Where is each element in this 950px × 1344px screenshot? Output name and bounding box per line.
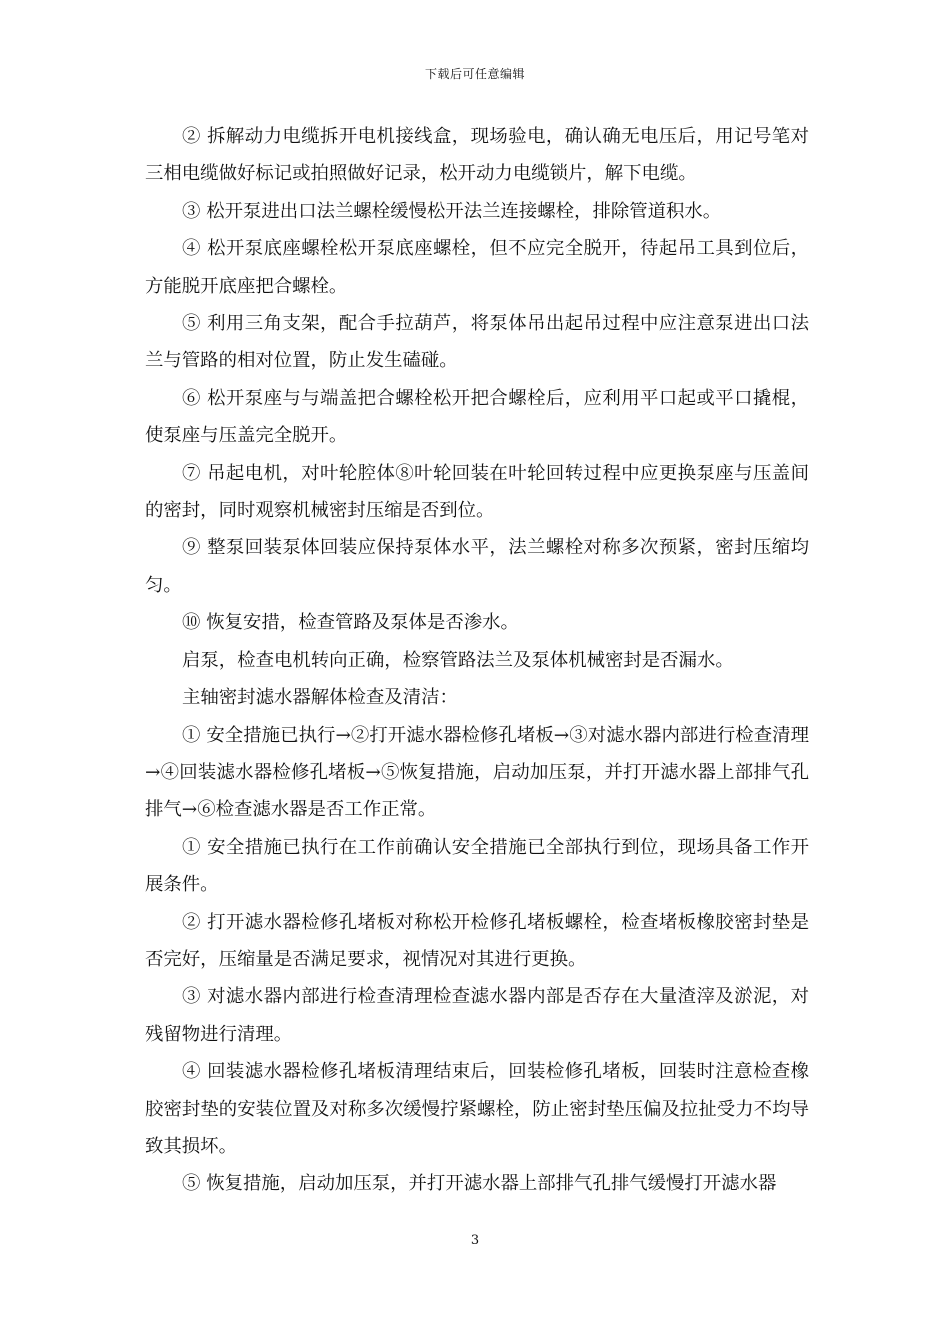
paragraph-restore-measures: ⑩ 恢复安措，检查管路及泵体是否渗水。 [182,612,519,634]
paragraph-filter-procedure: ① 安全措施已执行→②打开滤水器检修孔堵板→③对滤水器内部进行检查清理→④回装滤水器检修孔堵板→⑤恢复措施，启动加压泵，并打开滤水器上部排气孔排气→⑥检查滤水器是否工作正常。 [145,724,809,821]
paragraph-tripod-lifting: ⑤ 利用三角支架，配合手拉葫芦，将泵体吊出起吊过程中应注意泵进出口法兰与管路的相对位置，防止发生磕碰。 [145,313,809,372]
paragraph-base-bolts: ④ 松开泵底座螺栓松开泵底座螺栓，但不应完全脱开，待起吊工具到位后，方能脱开底座把合螺栓。 [145,238,809,297]
paragraph-reinstall-cover: ④ 回装滤水器检修孔堵板清理结束后，回装检修孔堵板，回装时注意检查橡胶密封垫的安装位置及对称多次缓慢拧紧螺栓，防止密封垫压偏及拉扯受力不均导致其损坏。 [145,1061,809,1157]
paragraph-pump-seat-bolts: ⑥ 松开泵座与与端盖把合螺栓松开把合螺栓后，应利用平口起或平口撬棍，使泵座与压盖完全脱开。 [145,387,809,447]
paragraph-inspect-clean: ③ 对滤水器内部进行检查清理检查滤水器内部是否存在大量渣滓及淤泥，对残留物进行清理。 [145,986,809,1045]
paragraph-safety-measures: ① 安全措施已执行在工作前确认安全措施已全部执行到位，现场具备工作开展条件。 [145,836,809,896]
paragraph-restore-pump: ⑤ 恢复措施，启动加压泵，并打开滤水器上部排气孔排气缓慢打开滤水器 [182,1173,777,1195]
paragraph-cable-disassembly: ② 拆解动力电缆拆开电机接线盒，现场验电，确认确无电压后，用记号笔对三相电缆做好标记或拍照做好记录，松开动力电缆锁片，解下电缆。 [145,126,809,185]
page-header: 下载后可任意编辑 [424,67,525,81]
paragraph-section-heading: 主轴密封滤水器解体检查及清洁： [182,687,458,709]
paragraph-pump-reassembly: ⑨ 整泵回装泵体回装应保持泵体水平，法兰螺栓对称多次预紧，密封压缩均匀。 [145,537,809,596]
paragraph-pump-start: 启泵，检查电机转向正确，检察管路法兰及泵体机械密封是否漏水。 [182,649,734,671]
paragraph-motor-lifting: ⑦ 吊起电机，对叶轮腔体⑧叶轮回装在叶轮回转过程中应更换泵座与压盖间的密封，同时观察机械密封压缩是否到位。 [145,462,809,522]
document-body [145,118,809,1203]
paragraph-open-cover: ② 打开滤水器检修孔堵板对称松开检修孔堵板螺栓，检查堵板橡胶密封垫是否完好，压缩量是否满足要求，视情况对其进行更换。 [145,911,809,970]
paragraph-flange-bolts: ③ 松开泵进出口法兰螺栓缓慢松开法兰连接螺栓，排除管道积水。 [182,200,722,222]
page-number: 3 [470,1233,480,1248]
